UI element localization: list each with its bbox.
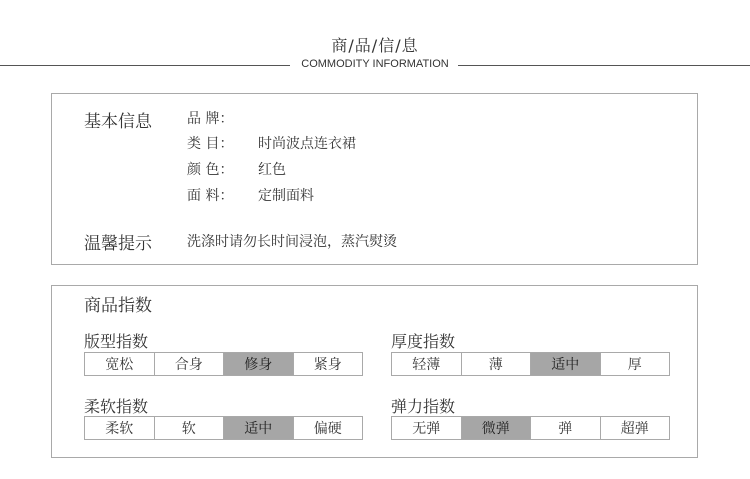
thickness-option[interactable]: 薄 — [461, 353, 531, 375]
thickness-index-label: 厚度指数 — [391, 332, 456, 351]
category-value: 时尚波点连衣裙 — [258, 136, 356, 152]
header-line-right — [458, 65, 750, 66]
tips-text: 洗涤时请勿长时间浸泡，蒸汽熨烫 — [187, 234, 397, 250]
elasticity-option[interactable]: 微弹 — [461, 417, 531, 439]
fabric-value: 定制面料 — [258, 188, 314, 204]
product-index-panel — [51, 285, 698, 458]
elasticity-index-label: 弹力指数 — [391, 397, 456, 416]
basic-info-panel — [51, 93, 698, 265]
fit-index-scale — [84, 352, 363, 376]
category-label: 类 目： — [187, 136, 234, 152]
fit-option[interactable]: 合身 — [154, 353, 224, 375]
elasticity-index-scale — [391, 416, 670, 440]
softness-option[interactable]: 偏硬 — [293, 417, 363, 439]
thickness-option[interactable]: 轻薄 — [412, 357, 441, 373]
elasticity-option[interactable]: 超弹 — [600, 417, 670, 439]
fit-index-label: 版型指数 — [84, 332, 149, 351]
softness-option[interactable]: 软 — [154, 417, 224, 439]
elasticity-option[interactable]: 无弹 — [412, 421, 441, 437]
fit-option[interactable]: 修身 — [223, 353, 293, 375]
softness-index-label: 柔软指数 — [84, 397, 149, 416]
header-title: 商/品/信/息 — [331, 36, 419, 55]
brand-label: 品 牌： — [187, 111, 234, 127]
color-value: 红色 — [258, 162, 286, 178]
fit-option[interactable]: 宽松 — [105, 357, 134, 373]
color-label: 颜 色： — [187, 162, 234, 178]
tips-label: 温馨提示 — [84, 234, 152, 254]
header-subtitle: COMMODITY INFORMATION — [301, 58, 449, 70]
basic-info-label: 基本信息 — [84, 112, 152, 132]
elasticity-option[interactable]: 弹 — [530, 417, 600, 439]
fabric-label: 面 料： — [187, 188, 234, 204]
softness-option[interactable]: 适中 — [223, 417, 293, 439]
product-index-title: 商品指数 — [84, 296, 152, 316]
softness-option[interactable]: 柔软 — [105, 421, 134, 437]
thickness-option[interactable]: 适中 — [530, 353, 600, 375]
thickness-index-scale — [391, 352, 670, 376]
fit-option[interactable]: 紧身 — [293, 353, 363, 375]
softness-index-scale — [84, 416, 363, 440]
thickness-option[interactable]: 厚 — [600, 353, 670, 375]
